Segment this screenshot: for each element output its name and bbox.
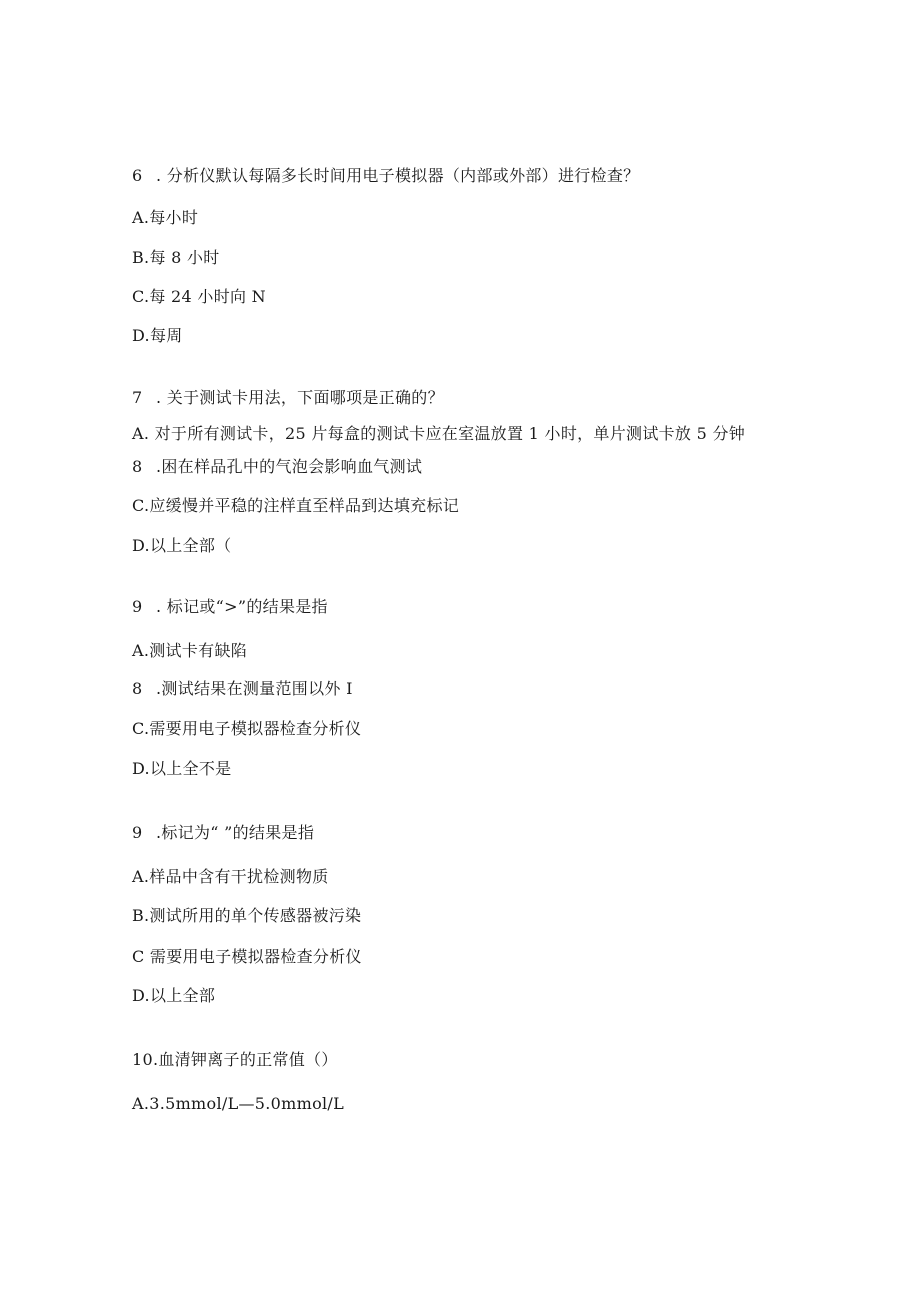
question-number: 6 (132, 166, 143, 185)
option-c: C 需要用电子模拟器检查分析仪 (132, 947, 362, 966)
option-d: D.以上全部 (132, 986, 216, 1005)
question-text: . 分析仪默认每隔多长时间用电子模拟器（内部或外部）进行检查？ (156, 166, 640, 185)
question-number: 7 (132, 388, 143, 407)
question-6-stem (132, 166, 639, 186)
option-c: C.每 24 小时向 N (132, 287, 266, 306)
option-a: A.3.5mmol∕L—5.0mmol∕L (132, 1094, 345, 1113)
question-7-stem (132, 388, 444, 408)
question-8-stem (132, 679, 353, 699)
question-number: 8 (132, 457, 143, 476)
option-b: B.测试所用的单个传感器被污染 (132, 906, 362, 925)
option-c: C.需要用电子模拟器检查分析仪 (132, 719, 362, 738)
option-d: D.以上全部（ (132, 536, 232, 555)
question-text: . 关于测试卡用法，下面哪项是正确的？ (156, 388, 444, 407)
question-number: 9 (132, 823, 143, 842)
question-9-stem (132, 597, 328, 617)
option-c: C.应缓慢并平稳的注样直至样品到达填充标记 (132, 496, 460, 515)
option-b: B.每 8 小时 (132, 248, 220, 267)
option-a: A.样品中含有干扰检测物质 (132, 867, 329, 886)
option-d: D.以上全不是 (132, 759, 232, 778)
question-8-stem (132, 457, 422, 477)
option-a: A.测试卡有缺陷 (132, 641, 248, 660)
option-a: A.每小时 (132, 208, 199, 227)
question-text: .标记为“ ”的结果是指 (156, 823, 315, 842)
question-9-stem (132, 823, 314, 843)
question-number: 8 (132, 679, 143, 698)
option-a: A. 对于所有测试卡，25 片每盒的测试卡应在室温放置 1 小时，单片测试卡放 5 分钟 (132, 424, 746, 443)
question-text: .困在样品孔中的气泡会影响血气测试 (156, 457, 423, 476)
question-text: . 标记或“>”的结果是指 (156, 597, 328, 616)
question-text: 10.血清钾离子的正常值（） (132, 1050, 338, 1069)
question-10-stem (132, 1050, 338, 1070)
question-text: .测试结果在测量范围以外 I (156, 679, 353, 698)
option-d: D.每周 (132, 326, 183, 345)
question-number: 9 (132, 597, 143, 616)
